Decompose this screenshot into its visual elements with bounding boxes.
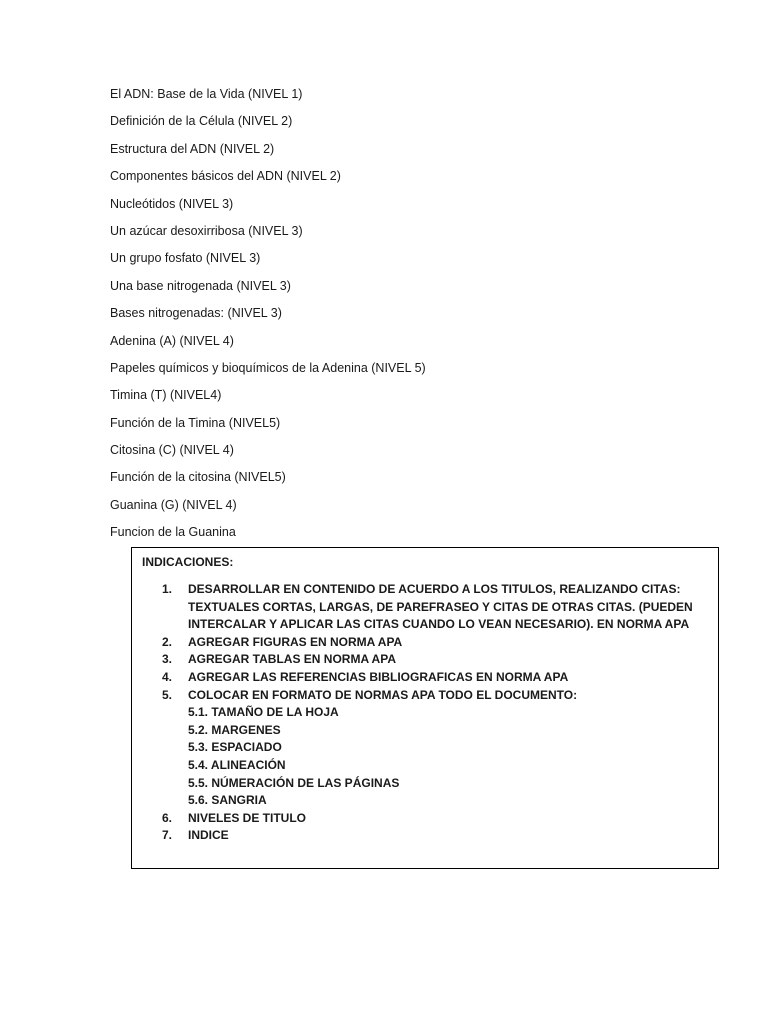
list-number: 6. — [162, 810, 173, 825]
list-text: COLOCAR EN FORMATO DE NORMAS APA TODO EL DOCUMENTO: — [188, 687, 578, 702]
sub-item: 5.5. NÚMERACIÓN DE LAS PÁGINAS — [188, 775, 400, 790]
instructions-title: INDICACIONES: — [142, 555, 234, 569]
list-text: INDICE — [188, 828, 229, 843]
heading-line: Estructura del ADN (NIVEL 2) — [110, 141, 275, 156]
list-item — [162, 687, 712, 705]
sub-item: 5.1. TAMAÑO DE LA HOJA — [188, 705, 339, 720]
list-text: AGREGAR FIGURAS EN NORMA APA — [188, 634, 403, 649]
list-text: AGREGAR LAS REFERENCIAS BIBLIOGRAFICAS EN NORMA APA — [188, 669, 569, 684]
heading-line: Timina (T) (NIVEL4) — [110, 388, 222, 403]
list-item — [162, 581, 712, 634]
list-item — [162, 651, 712, 669]
list-text: DESARROLLAR EN CONTENIDO DE ACUERDO A LOS TITULOS, REALIZANDO CITAS: TEXTUALES CORTAS, LARGAS, DE PAREFRASEO Y CITAS DE OTRAS CITAS. (PUEDEN INTERCALAR Y APLICAR LAS CITAS CUANDO LO VEAN NECESARIO). EN NORMA APA — [188, 582, 693, 632]
heading-line: Guanina (G) (NIVEL 4) — [110, 497, 237, 512]
list-number: 2. — [162, 634, 173, 649]
list-number: 5. — [162, 687, 173, 702]
list-number: 1. — [162, 582, 173, 596]
list-item — [162, 634, 712, 652]
heading-line: Componentes básicos del ADN (NIVEL 2) — [110, 169, 341, 184]
heading-line: El ADN: Base de la Vida (NIVEL 1) — [110, 87, 303, 101]
sub-item: 5.3. ESPACIADO — [188, 740, 282, 755]
heading-line: Citosina (C) (NIVEL 4) — [110, 443, 234, 458]
heading-line: Función de la Timina (NIVEL5) — [110, 415, 281, 430]
list-number: 4. — [162, 669, 173, 684]
list-item — [162, 810, 712, 828]
list-text: AGREGAR TABLAS EN NORMA APA — [188, 652, 396, 667]
list-number: 7. — [162, 828, 173, 843]
sub-item: 5.4. ALINEACIÓN — [188, 757, 286, 772]
heading-line: Definición de la Célula (NIVEL 2) — [110, 114, 293, 129]
list-text: NIVELES DE TITULO — [188, 810, 307, 825]
heading-outline — [110, 84, 426, 550]
heading-line: Papeles químicos y bioquímicos de la Adenina (NIVEL 5) — [110, 360, 426, 375]
heading-line: Una base nitrogenada (NIVEL 3) — [110, 278, 291, 293]
sub-item: 5.2. MARGENES — [188, 722, 281, 737]
sub-item: 5.6. SANGRIA — [188, 793, 267, 808]
heading-line: Funcion de la Guanina — [110, 525, 236, 540]
list-number: 3. — [162, 652, 173, 667]
heading-line: Bases nitrogenadas: (NIVEL 3) — [110, 306, 282, 321]
list-item — [162, 669, 712, 687]
instructions-box — [131, 547, 719, 869]
heading-line: Adenina (A) (NIVEL 4) — [110, 333, 234, 348]
heading-line: Un azúcar desoxirribosa (NIVEL 3) — [110, 223, 303, 238]
list-item — [162, 827, 712, 845]
instructions-list — [162, 581, 712, 845]
heading-line: Un grupo fosfato (NIVEL 3) — [110, 251, 261, 266]
heading-line: Función de la citosina (NIVEL5) — [110, 470, 286, 485]
heading-line: Nucleótidos (NIVEL 3) — [110, 196, 234, 211]
